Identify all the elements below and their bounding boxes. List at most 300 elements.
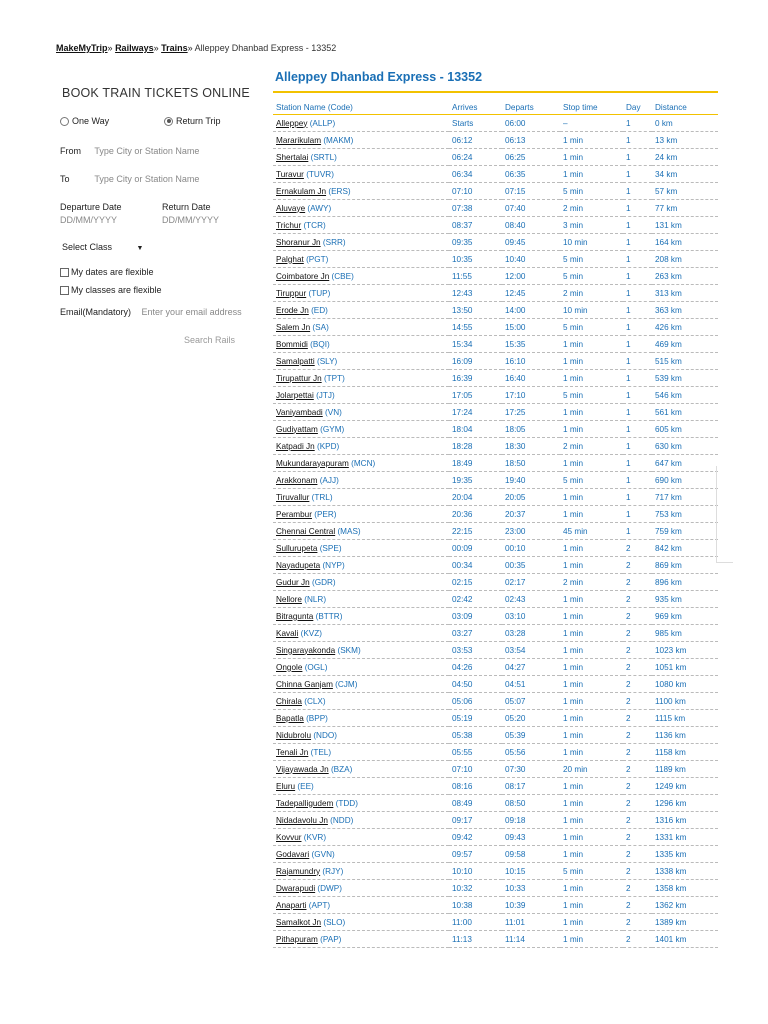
- stop-time-cell: 1 min: [560, 829, 623, 846]
- stop-time-cell: 1 min: [560, 914, 623, 931]
- departs-cell: 04:51: [502, 676, 560, 693]
- departs-cell: 06:13: [502, 132, 560, 149]
- return-trip-label: Return Trip: [176, 116, 221, 126]
- station-link[interactable]: Samalpatti: [276, 356, 315, 366]
- station-link[interactable]: Chennai Central: [276, 526, 336, 536]
- arrives-cell: 05:19: [449, 710, 502, 727]
- stop-time-cell: 1 min: [560, 336, 623, 353]
- station-cell: [273, 693, 449, 710]
- station-cell: [273, 285, 449, 302]
- return-date-input[interactable]: DD/MM/YYYY: [162, 215, 220, 225]
- arrives-cell: 16:39: [449, 370, 502, 387]
- departs-cell: 16:10: [502, 353, 560, 370]
- table-row: [273, 472, 718, 489]
- breadcrumb-link-makemytrip[interactable]: MakeMyTrip: [56, 43, 108, 53]
- arrives-cell: 14:55: [449, 319, 502, 336]
- departs-cell: 00:10: [502, 540, 560, 557]
- stop-time-cell: 1 min: [560, 404, 623, 421]
- station-code: (TEL): [310, 747, 332, 757]
- station-code: (GVN): [311, 849, 335, 859]
- station-code: (TUVR): [306, 169, 334, 179]
- stop-time-cell: 2 min: [560, 285, 623, 302]
- departs-cell: 02:43: [502, 591, 560, 608]
- station-code: (SRTL): [310, 152, 337, 162]
- departure-date-input[interactable]: DD/MM/YYYY: [60, 215, 118, 225]
- table-row: [273, 846, 718, 863]
- station-cell: [273, 132, 449, 149]
- station-link[interactable]: Jolarpettai: [276, 390, 314, 400]
- station-cell: [273, 251, 449, 268]
- day-cell: 2: [623, 778, 652, 795]
- column-header-stop-time: Stop time: [560, 100, 623, 115]
- breadcrumb: [56, 43, 336, 53]
- table-row: [273, 540, 718, 557]
- day-cell: 2: [623, 710, 652, 727]
- departs-cell: 03:28: [502, 625, 560, 642]
- station-link[interactable]: Rajamundry: [276, 866, 321, 876]
- table-row: [273, 370, 718, 387]
- distance-cell: 1316 km: [652, 812, 718, 829]
- table-row: [273, 234, 718, 251]
- distance-cell: 1115 km: [652, 710, 718, 727]
- station-code: (KVZ): [300, 628, 322, 638]
- station-code: (RJY): [322, 866, 344, 876]
- station-link[interactable]: Tadepalligudem: [276, 798, 334, 808]
- station-code: (BZA): [330, 764, 353, 774]
- station-link[interactable]: Pithapuram: [276, 934, 318, 944]
- breadcrumb-link-trains[interactable]: Trains: [161, 43, 188, 53]
- stop-time-cell: 1 min: [560, 506, 623, 523]
- station-cell: [273, 234, 449, 251]
- day-cell: 1: [623, 217, 652, 234]
- arrives-cell: 11:55: [449, 268, 502, 285]
- email-input[interactable]: Enter your email address: [141, 307, 242, 317]
- station-cell: [273, 404, 449, 421]
- station-link[interactable]: Singarayakonda: [276, 645, 336, 655]
- station-cell: [273, 880, 449, 897]
- station-link[interactable]: Shoranur Jn: [276, 237, 321, 247]
- stop-time-cell: 5 min: [560, 472, 623, 489]
- distance-cell: 753 km: [652, 506, 718, 523]
- table-row: [273, 251, 718, 268]
- station-cell: [273, 217, 449, 234]
- return-trip-radio[interactable]: [164, 116, 221, 126]
- day-cell: 2: [623, 540, 652, 557]
- stop-time-cell: 1 min: [560, 540, 623, 557]
- arrives-cell: 05:06: [449, 693, 502, 710]
- distance-cell: 1051 km: [652, 659, 718, 676]
- station-code: (GDR): [311, 577, 336, 587]
- arrives-cell: 20:36: [449, 506, 502, 523]
- arrives-cell: 08:49: [449, 795, 502, 812]
- arrives-cell: 07:10: [449, 761, 502, 778]
- departs-cell: 10:15: [502, 863, 560, 880]
- distance-cell: 985 km: [652, 625, 718, 642]
- stop-time-cell: 1 min: [560, 625, 623, 642]
- departs-cell: 06:25: [502, 149, 560, 166]
- arrives-cell: 11:00: [449, 914, 502, 931]
- breadcrumb-separator: »: [153, 43, 159, 53]
- station-link[interactable]: Sullurupeta: [276, 543, 318, 553]
- station-code: (PGT): [306, 254, 329, 264]
- station-code: (AWY): [307, 203, 332, 213]
- table-row: [273, 931, 718, 948]
- stop-time-cell: 1 min: [560, 727, 623, 744]
- station-code: (EE): [297, 781, 314, 791]
- departs-cell: 10:40: [502, 251, 560, 268]
- station-link[interactable]: Anaparti: [276, 900, 307, 910]
- distance-cell: 1249 km: [652, 778, 718, 795]
- departs-cell: 18:05: [502, 421, 560, 438]
- departs-cell: 14:00: [502, 302, 560, 319]
- station-link[interactable]: Tiruppur: [276, 288, 307, 298]
- table-row: [273, 897, 718, 914]
- departs-cell: 17:10: [502, 387, 560, 404]
- arrives-cell: 05:55: [449, 744, 502, 761]
- stop-time-cell: 5 min: [560, 387, 623, 404]
- departs-cell: 05:39: [502, 727, 560, 744]
- station-link[interactable]: Kavali: [276, 628, 299, 638]
- station-code: (TPT): [323, 373, 345, 383]
- day-cell: 1: [623, 268, 652, 285]
- stop-time-cell: 1 min: [560, 693, 623, 710]
- table-row: [273, 829, 718, 846]
- station-cell: [273, 472, 449, 489]
- station-link[interactable]: Coimbatore Jn: [276, 271, 330, 281]
- station-link[interactable]: Bommidi: [276, 339, 308, 349]
- distance-cell: 561 km: [652, 404, 718, 421]
- station-link[interactable]: Tenali Jn: [276, 747, 309, 757]
- departs-cell: 18:30: [502, 438, 560, 455]
- distance-cell: 469 km: [652, 336, 718, 353]
- distance-cell: 1331 km: [652, 829, 718, 846]
- day-cell: 2: [623, 880, 652, 897]
- distance-cell: 515 km: [652, 353, 718, 370]
- distance-cell: 1338 km: [652, 863, 718, 880]
- table-row: [273, 523, 718, 540]
- station-link[interactable]: Trichur: [276, 220, 302, 230]
- station-code: (TDD): [335, 798, 358, 808]
- stop-time-cell: 1 min: [560, 931, 623, 948]
- station-code: (PER): [314, 509, 337, 519]
- day-cell: 1: [623, 438, 652, 455]
- station-link[interactable]: Bapatla: [276, 713, 304, 723]
- station-link[interactable]: Nidadavolu Jn: [276, 815, 328, 825]
- station-cell: [273, 744, 449, 761]
- stop-time-cell: 1 min: [560, 489, 623, 506]
- flexible-classes-label: My classes are flexible: [71, 285, 162, 295]
- table-row: [273, 489, 718, 506]
- day-cell: 1: [623, 387, 652, 404]
- station-link[interactable]: Vijayawada Jn: [276, 764, 329, 774]
- departs-cell: 23:00: [502, 523, 560, 540]
- distance-cell: 869 km: [652, 557, 718, 574]
- station-link[interactable]: Arakkonam: [276, 475, 318, 485]
- station-cell: [273, 659, 449, 676]
- stop-time-cell: 1 min: [560, 455, 623, 472]
- distance-cell: 0 km: [652, 115, 718, 132]
- stop-time-cell: 5 min: [560, 319, 623, 336]
- station-link[interactable]: Palghat: [276, 254, 304, 264]
- table-row: [273, 795, 718, 812]
- arrives-cell: 07:38: [449, 200, 502, 217]
- search-rails-button[interactable]: Search Rails: [184, 335, 236, 345]
- departs-cell: 15:00: [502, 319, 560, 336]
- stop-time-cell: –: [560, 115, 623, 132]
- stop-time-cell: 1 min: [560, 149, 623, 166]
- stop-time-cell: 2 min: [560, 574, 623, 591]
- day-cell: 1: [623, 149, 652, 166]
- table-row: [273, 710, 718, 727]
- distance-cell: 208 km: [652, 251, 718, 268]
- stop-time-cell: 5 min: [560, 251, 623, 268]
- day-cell: 2: [623, 914, 652, 931]
- distance-cell: 630 km: [652, 438, 718, 455]
- station-link[interactable]: Eluru: [276, 781, 296, 791]
- to-label: To: [60, 174, 70, 184]
- column-header-station: Station Name (Code): [273, 100, 449, 115]
- departs-cell: 18:50: [502, 455, 560, 472]
- one-way-radio[interactable]: [60, 116, 109, 126]
- departs-cell: 05:07: [502, 693, 560, 710]
- return-date-field[interactable]: [162, 202, 219, 225]
- arrives-cell: 00:34: [449, 557, 502, 574]
- station-code: (SLY): [316, 356, 338, 366]
- stop-time-cell: 5 min: [560, 183, 623, 200]
- station-link[interactable]: Kovvur: [276, 832, 302, 842]
- table-row: [273, 727, 718, 744]
- stop-time-cell: 1 min: [560, 421, 623, 438]
- station-cell: [273, 302, 449, 319]
- arrives-cell: 02:15: [449, 574, 502, 591]
- return-date-label: Return Date: [162, 202, 211, 212]
- arrives-cell: Starts: [449, 115, 502, 132]
- station-link[interactable]: Aluvaye: [276, 203, 306, 213]
- arrives-cell: 03:27: [449, 625, 502, 642]
- from-field[interactable]: [60, 146, 199, 156]
- day-cell: 1: [623, 166, 652, 183]
- column-header-day: Day: [623, 100, 652, 115]
- booking-panel: [56, 72, 256, 345]
- day-cell: 1: [623, 200, 652, 217]
- day-cell: 2: [623, 557, 652, 574]
- day-cell: 1: [623, 115, 652, 132]
- arrives-cell: 04:26: [449, 659, 502, 676]
- arrives-cell: 16:09: [449, 353, 502, 370]
- station-code: (DWP): [317, 883, 342, 893]
- station-link[interactable]: Vaniyambadi: [276, 407, 323, 417]
- day-cell: 2: [623, 625, 652, 642]
- email-label: Email(Mandatory): [60, 307, 132, 317]
- distance-cell: 935 km: [652, 591, 718, 608]
- station-cell: [273, 540, 449, 557]
- distance-cell: 34 km: [652, 166, 718, 183]
- distance-cell: 1023 km: [652, 642, 718, 659]
- day-cell: 2: [623, 829, 652, 846]
- station-link[interactable]: Chinna Ganjam: [276, 679, 333, 689]
- distance-cell: 1358 km: [652, 880, 718, 897]
- stop-time-cell: 10 min: [560, 302, 623, 319]
- station-link[interactable]: Dwarapudi: [276, 883, 316, 893]
- station-code: (CBE): [331, 271, 354, 281]
- departure-date-label: Departure Date: [60, 202, 122, 212]
- station-cell: [273, 319, 449, 336]
- station-cell: [273, 370, 449, 387]
- station-link[interactable]: Salem Jn: [276, 322, 311, 332]
- table-row: [273, 455, 718, 472]
- table-row: [273, 659, 718, 676]
- station-link[interactable]: Mararikulam: [276, 135, 322, 145]
- departs-cell: 12:00: [502, 268, 560, 285]
- station-link[interactable]: Chirala: [276, 696, 302, 706]
- stop-time-cell: 3 min: [560, 217, 623, 234]
- station-code: (ED): [311, 305, 328, 315]
- station-link[interactable]: Bitragunta: [276, 611, 314, 621]
- distance-cell: 1158 km: [652, 744, 718, 761]
- departs-cell: 11:01: [502, 914, 560, 931]
- departs-cell: 06:35: [502, 166, 560, 183]
- departs-cell: 02:17: [502, 574, 560, 591]
- departs-cell: 20:05: [502, 489, 560, 506]
- stop-time-cell: 45 min: [560, 523, 623, 540]
- stop-time-cell: 1 min: [560, 880, 623, 897]
- to-input[interactable]: Type City or Station Name: [94, 174, 200, 184]
- departs-cell: 09:58: [502, 846, 560, 863]
- station-link[interactable]: Ongole: [276, 662, 303, 672]
- departs-cell: 10:39: [502, 897, 560, 914]
- station-link[interactable]: Nellore: [276, 594, 302, 604]
- table-row: [273, 914, 718, 931]
- arrives-cell: 11:13: [449, 931, 502, 948]
- station-cell: [273, 421, 449, 438]
- departs-cell: 03:10: [502, 608, 560, 625]
- email-field[interactable]: [60, 307, 242, 317]
- stop-time-cell: 1 min: [560, 744, 623, 761]
- station-link[interactable]: Ernakulam Jn: [276, 186, 327, 196]
- day-cell: 2: [623, 846, 652, 863]
- distance-cell: 1335 km: [652, 846, 718, 863]
- checkbox-icon: [60, 286, 69, 295]
- table-row: [273, 302, 718, 319]
- arrives-cell: 15:34: [449, 336, 502, 353]
- station-link[interactable]: Erode Jn: [276, 305, 309, 315]
- station-cell: [273, 608, 449, 625]
- stop-time-cell: 1 min: [560, 812, 623, 829]
- flexible-dates-checkbox[interactable]: [60, 267, 154, 277]
- day-cell: 1: [623, 132, 652, 149]
- stop-time-cell: 5 min: [560, 268, 623, 285]
- station-link[interactable]: Samalkot Jn: [276, 917, 322, 927]
- checkbox-icon: [60, 268, 69, 277]
- train-title: Alleppey Dhanbad Express - 13352: [275, 70, 483, 84]
- distance-cell: 1136 km: [652, 727, 718, 744]
- arrives-cell: 13:50: [449, 302, 502, 319]
- station-link[interactable]: Shertalai: [276, 152, 309, 162]
- table-row: [273, 149, 718, 166]
- table-row: [273, 268, 718, 285]
- station-link[interactable]: Turavur: [276, 169, 304, 179]
- table-row: [273, 438, 718, 455]
- stop-time-cell: 1 min: [560, 778, 623, 795]
- station-cell: [273, 506, 449, 523]
- breadcrumb-link-railways[interactable]: Railways: [115, 43, 154, 53]
- day-cell: 1: [623, 370, 652, 387]
- arrives-cell: 09:57: [449, 846, 502, 863]
- station-cell: [273, 897, 449, 914]
- station-cell: [273, 642, 449, 659]
- table-row: [273, 404, 718, 421]
- chevron-down-icon: ▼: [136, 245, 144, 252]
- stop-time-cell: 1 min: [560, 659, 623, 676]
- station-link[interactable]: Katpadi Jn: [276, 441, 315, 451]
- departs-cell: 05:56: [502, 744, 560, 761]
- station-cell: [273, 727, 449, 744]
- station-code: (TUP): [308, 288, 331, 298]
- station-link[interactable]: Godavari: [276, 849, 310, 859]
- departure-date-field[interactable]: [60, 202, 122, 225]
- table-row: [273, 353, 718, 370]
- class-select[interactable]: [62, 242, 143, 252]
- stop-time-cell: 2 min: [560, 200, 623, 217]
- stop-time-cell: 10 min: [560, 234, 623, 251]
- arrives-cell: 07:10: [449, 183, 502, 200]
- flexible-classes-checkbox[interactable]: [60, 285, 162, 295]
- stop-time-cell: 1 min: [560, 166, 623, 183]
- station-cell: [273, 557, 449, 574]
- distance-cell: 647 km: [652, 455, 718, 472]
- table-row: [273, 336, 718, 353]
- arrives-cell: 09:42: [449, 829, 502, 846]
- stop-time-cell: 1 min: [560, 897, 623, 914]
- distance-cell: 842 km: [652, 540, 718, 557]
- from-input[interactable]: Type City or Station Name: [94, 146, 200, 156]
- arrives-cell: 02:42: [449, 591, 502, 608]
- station-link[interactable]: Gudiyattam: [276, 424, 318, 434]
- arrives-cell: 08:16: [449, 778, 502, 795]
- day-cell: 1: [623, 455, 652, 472]
- day-cell: 1: [623, 421, 652, 438]
- distance-cell: 605 km: [652, 421, 718, 438]
- station-code: (NYP): [322, 560, 345, 570]
- day-cell: 2: [623, 863, 652, 880]
- to-field[interactable]: [60, 174, 199, 184]
- distance-cell: 1080 km: [652, 676, 718, 693]
- breadcrumb-separator: »: [187, 43, 193, 53]
- table-row: [273, 625, 718, 642]
- station-link[interactable]: Alleppey: [276, 118, 308, 128]
- departs-cell: 00:35: [502, 557, 560, 574]
- station-link[interactable]: Mukundarayapuram: [276, 458, 349, 468]
- station-link[interactable]: Perambur: [276, 509, 312, 519]
- arrives-cell: 04:50: [449, 676, 502, 693]
- station-code: (TCR): [303, 220, 326, 230]
- stop-time-cell: 1 min: [560, 132, 623, 149]
- arrives-cell: 10:38: [449, 897, 502, 914]
- station-link[interactable]: Tirupattur Jn: [276, 373, 322, 383]
- station-link[interactable]: Nidubrolu: [276, 730, 312, 740]
- station-cell: [273, 846, 449, 863]
- day-cell: 2: [623, 761, 652, 778]
- distance-cell: 131 km: [652, 217, 718, 234]
- day-cell: 2: [623, 727, 652, 744]
- distance-cell: 1389 km: [652, 914, 718, 931]
- day-cell: 1: [623, 523, 652, 540]
- station-code: (SA): [312, 322, 329, 332]
- station-link[interactable]: Gudur Jn: [276, 577, 310, 587]
- station-link[interactable]: Nayadupeta: [276, 560, 321, 570]
- station-link[interactable]: Tiruvallur: [276, 492, 310, 502]
- day-cell: 2: [623, 693, 652, 710]
